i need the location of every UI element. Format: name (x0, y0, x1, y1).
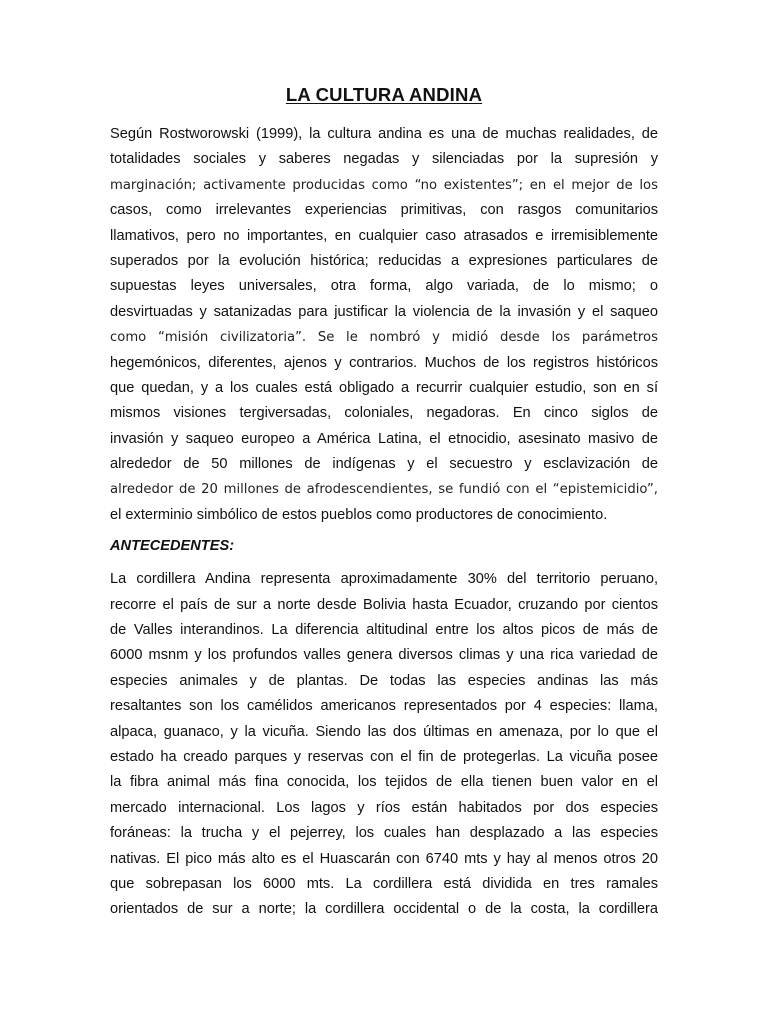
text-line: resaltantes son los camélidos americanos representados por 4 especies: llama, (110, 698, 658, 715)
text-line: casos, como irrelevantes experiencias primitivas, con rasgos comunitarios (110, 202, 658, 219)
text-line: Según Rostworowski (1999), la cultura andina es una de muchas realidades, de (110, 126, 658, 142)
text-line: 6000 msnm y los profundos valles genera diversos climas y una rica variedad de (110, 647, 658, 664)
text-line: de Valles interandinos. La diferencia altitudinal entre los altos picos de más de (110, 622, 658, 639)
text-line: mismos visiones tergiversadas, coloniales, negadoras. En cinco siglos de (110, 405, 658, 422)
text-line: hegemónicos, diferentes, ajenos y contrarios. Muchos de los registros históricos (110, 354, 658, 371)
text-line: llamativos, pero no importantes, en cualquier caso atrasados e irremisiblemente (110, 227, 658, 244)
text-line: La cordillera Andina representa aproximadamente 30% del territorio peruano, (110, 571, 658, 588)
text-line: alrededor de 50 millones de indígenas y el secuestro y esclavización de (110, 456, 658, 473)
text-line: superados por la evolución histórica; reducidas a expresiones particulares de (110, 252, 658, 269)
text-line: la fibra animal más fina conocida, los tejidos de ella tienen buen valor en el (110, 774, 658, 791)
page-title: LA CULTURA ANDINA (285, 84, 483, 105)
text-line: desvirtuadas y satanizadas para justificar la violencia de la invasión y el saqueo (110, 303, 658, 320)
text-line: foráneas: la trucha y el pejerrey, los cuales han desplazado a las especies (110, 825, 658, 842)
text-line: como “misión civilizatoria”. Se le nombró y midió desde los parámetros (110, 330, 658, 346)
text-line: estado ha creado parques y reservas con el fin de protegerlas. La vicuña posee (110, 748, 658, 765)
text-line: totalidades sociales y saberes negadas y silenciadas por la supresión y (110, 151, 658, 168)
text-line: recorre el país de sur a norte desde Bolivia hasta Ecuador, cruzando por cientos (110, 596, 658, 613)
text-line: el exterminio simbólico de estos pueblos como productores de conocimiento. (110, 506, 608, 523)
paragraph-antecedentes (110, 567, 658, 922)
document-page (110, 84, 658, 923)
text-line: mercado internacional. Los lagos y ríos están habitados por dos especies (110, 799, 658, 816)
text-line: que sobrepasan los 6000 mts. La cordillera está dividida en tres ramales (110, 875, 658, 892)
section-heading-antecedentes: ANTECEDENTES: (110, 538, 235, 555)
text-line: que quedan, y a los cuales está obligado a recurrir cualquier estudio, son en sí (110, 379, 658, 396)
text-line: especies animales y de plantas. De todas las especies andinas las más (110, 672, 658, 689)
text-line: alpaca, guanaco, y la vicuña. Siendo las dos últimas en amenaza, por lo que el (110, 723, 658, 740)
text-line: alrededor de 20 millones de afrodescendientes, se fundió con el “epistemicidio”, (110, 482, 658, 498)
text-line: supuestas leyes universales, otra forma, algo variada, de lo mismo; o (110, 278, 658, 295)
paragraph-intro (110, 122, 658, 528)
text-line: nativas. El pico más alto es el Huascarán con 6740 mts y hay al menos otros 20 (110, 850, 658, 867)
text-line: invasión y saqueo europeo a América Latina, el etnocidio, asesinato masivo de (110, 430, 658, 447)
text-line: orientados de sur a norte; la cordillera occidental o de la costa, la cordillera (110, 901, 658, 918)
text-line: marginación; activamente producidas como “no existentes”; en el mejor de los (110, 177, 658, 193)
